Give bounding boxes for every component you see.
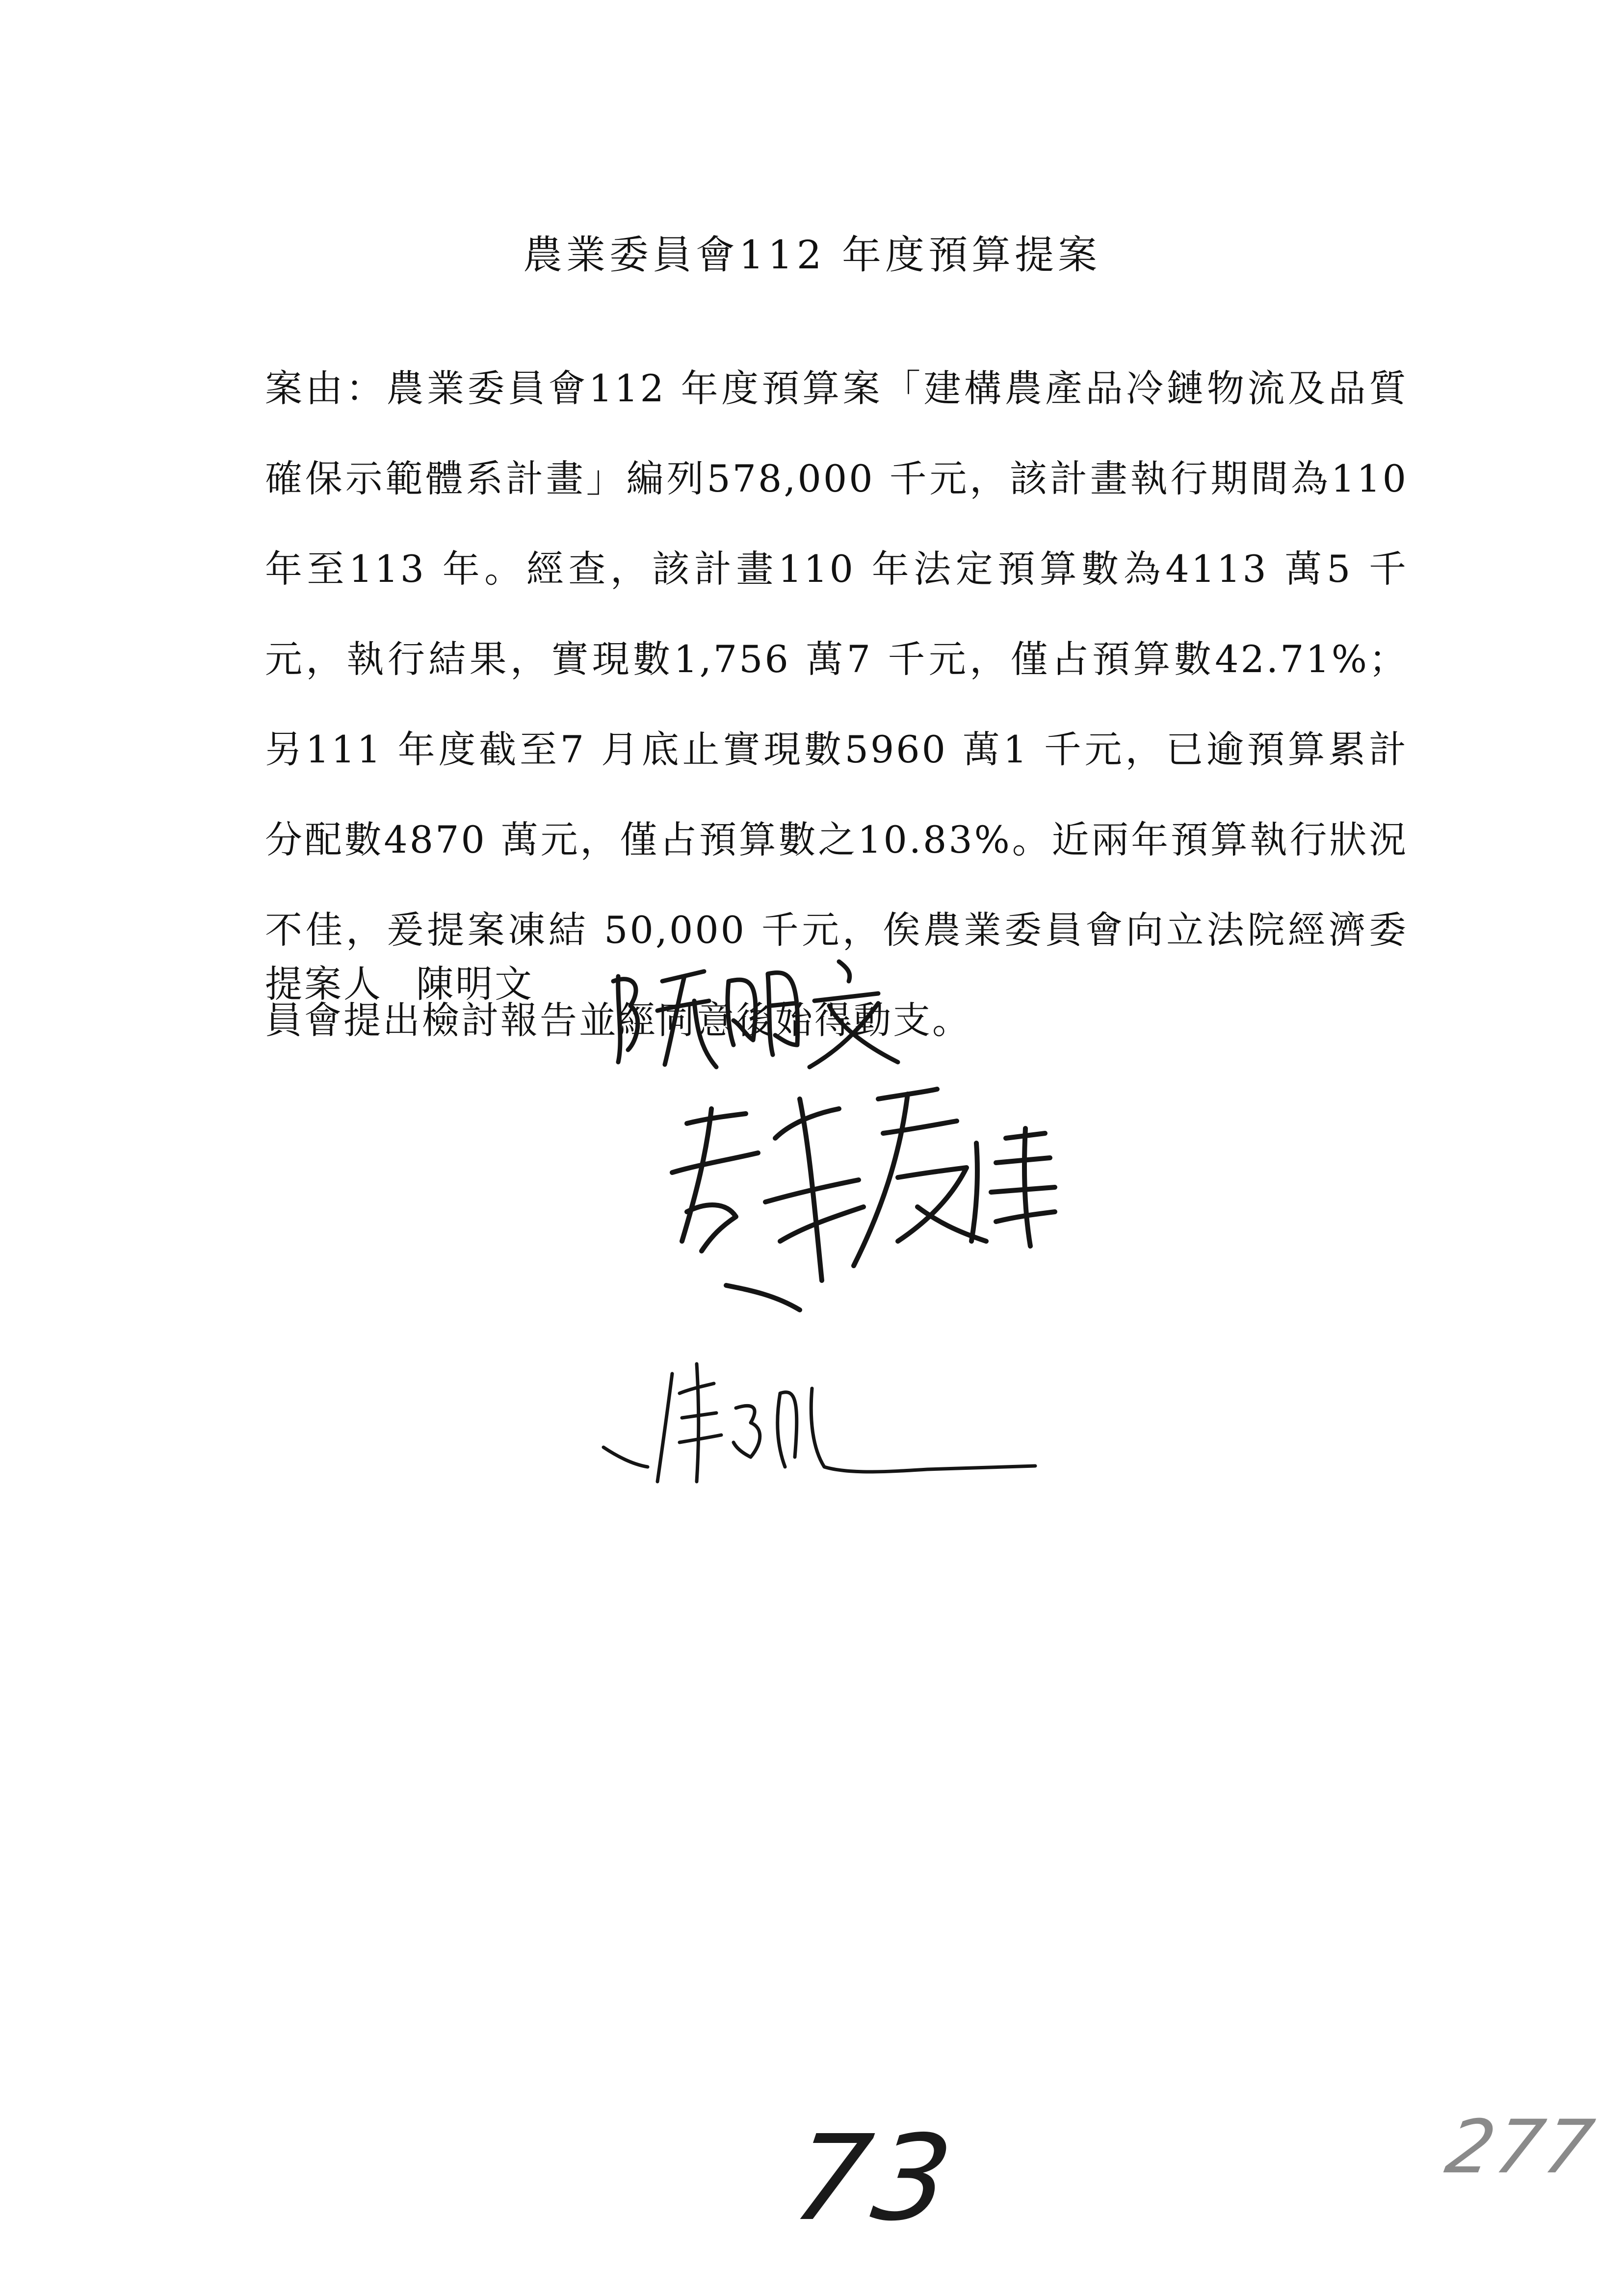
- document-title: 農業委員會112 年度預算提案: [523, 232, 1101, 278]
- proposer-label: 提案人: [265, 962, 383, 1006]
- corner-page-number: 277: [1440, 2105, 1601, 2190]
- proposal-body: 案由：農業委員會112 年度預算案「建構農產品冷鏈物流及品質確保示範體系計畫」編列578,000 千元，該計畫執行期間為110 年至113 年。經查，該計畫110 年法定預算數為4113 萬5 千元，執行結果，實現數1,756 萬7 千元，僅占預算數42.71%；另111 年度截至7 月底止實現數5960 萬1 千元，已逾預算累計分配數4870 萬元，僅占預算數之10.83%。近兩年預算執行狀況不佳，爰提案凍結 50,000 千元，俟農業委員會向立法院經濟委員會提出檢討報告並經同意後始得動支。: [265, 366, 1408, 1042]
- signature-2: [653, 1079, 1084, 1354]
- page-number: 73: [785, 2110, 965, 2247]
- signature-3: [594, 1334, 1045, 1501]
- signature-1: [603, 947, 917, 1079]
- proposer-name: 陳明文: [416, 962, 534, 1006]
- proposer-line: [265, 954, 534, 1008]
